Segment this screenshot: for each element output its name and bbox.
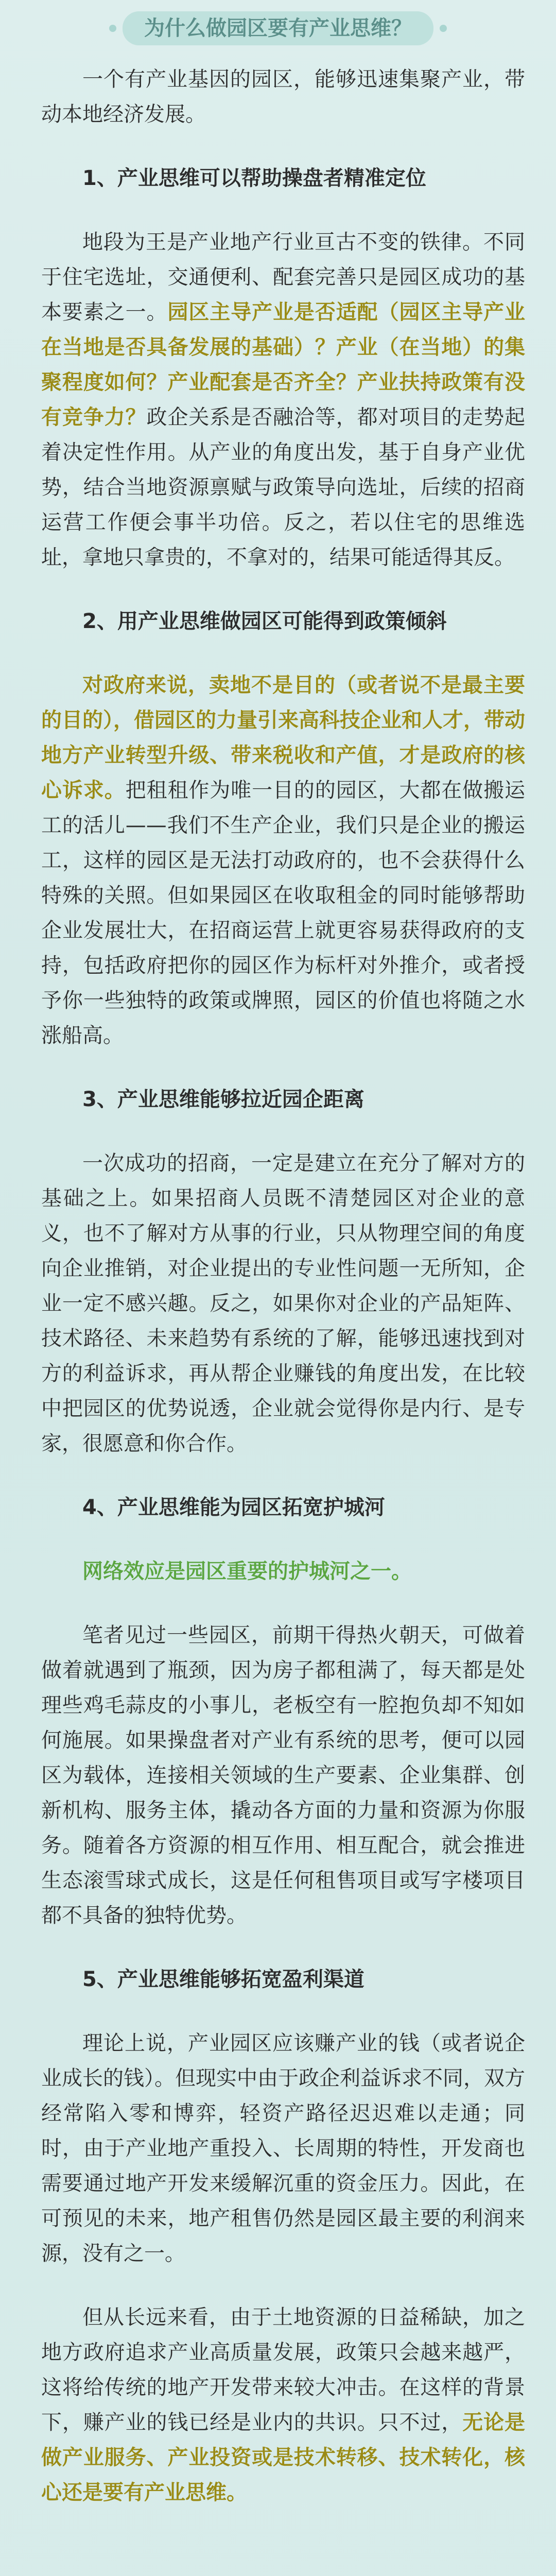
section-5-heading: 5、产业思维能够拓宽盈利渠道	[82, 1968, 364, 1991]
article-title: 为什么做园区要有产业思维？	[123, 11, 433, 45]
section-5-text: 但从长远来看，由于土地资源的日益稀缺，加之地方政府追求产业高质量发展，政策只会越来越严，这将给传统的地产开发带来较大冲击。在这样的背景下，赚产业的钱已经是业内的共识。只不过，	[41, 2306, 525, 2434]
section-4-highlight: 网络效应是园区重要的护城河之一。	[82, 1560, 412, 1583]
section-3-heading: 3、产业思维能够拉近园企距离	[82, 1088, 364, 1111]
section-5-paragraph-1: 理论上说，产业园区应该赚产业的钱（或者说企业成长的钱）。但现实中由于政企利益诉求不同，双方经常陷入零和博弈，轻资产路径迟迟难以走通；同时，由于产业地产重投入、长周期的特性，开发商也需要通过地产开发来缓解沉重的资金压力。因此，在可预见的未来，地产租售仍然是园区最主要的利润来源，没有之一。	[41, 2031, 525, 2265]
title-banner	[0, 11, 556, 45]
section-2-paragraph	[41, 668, 525, 1053]
section-4-paragraph: 笔者见过一些园区，前期干得热火朝天，可做着做着就遇到了瓶颈，因为房子都租满了，每天都是处理些鸡毛蒜皮的小事儿，老板空有一腔抱负却不知如何施展。如果操盘者对产业有系统的思考，便可以园区为载体，连接相关领域的生产要素、企业集群、创新机构、服务主体，撬动各方面的力量和资源为你服务。随着各方资源的相互作用、相互配合，就会推进生态滚雪球式成长，这是任何租售项目或写字楼项目都不具备的独特优势。	[41, 1623, 525, 1927]
intro-paragraph: 一个有产业基因的园区，能够迅速集聚产业，带动本地经济发展。	[41, 67, 525, 126]
section-5-paragraph-2	[41, 2300, 525, 2510]
section-1-paragraph	[41, 225, 525, 575]
section-1-text-b: 政企关系是否融洽等，都对项目的走势起着决定性作用。从产业的角度出发，基于自身产业优势，结合当地资源禀赋与政策导向选址，后续的招商运营工作便会事半功倍。反之，若以住宅的思维选址，拿地只拿贵的，不拿对的，结果可能适得其反。	[41, 405, 526, 569]
section-3-paragraph: 一次成功的招商，一定是建立在充分了解对方的基础之上。如果招商人员既不清楚园区对企业的意义，也不了解对方从事的行业，只从物理空间的角度向企业推销，对企业提出的专业性问题一无所知，企业一定不感兴趣。反之，如果你对企业的产品矩阵、技术路径、未来趋势有系统的了解，能够迅速找到对方的利益诉求，再从帮企业赚钱的角度出发，在比较中把园区的优势说透，企业就会觉得你是内行、是专家，很愿意和你合作。	[41, 1151, 525, 1455]
section-1-heading: 1、产业思维可以帮助操盘者精准定位	[82, 166, 426, 190]
section-4-heading: 4、产业思维能为园区拓宽护城河	[82, 1496, 385, 1519]
section-2-highlight: 对政府来说，卖地不是目的（或者说不是最主要的目的），借园区的力量引来高科技企业和人才，带动地方产业转型升级、带来税收和产值，才是政府的核心诉求。	[41, 673, 525, 802]
section-2-text: 把租租作为唯一目的的园区，大都在做搬运工的活儿——我们不生产企业，我们只是企业的搬运工，这样的园区是无法打动政府的，也不会获得什么特殊的关照。但如果园区在收取租金的同时能够帮助企业发展壮大，在招商运营上就更容易获得政府的支持，包括政府把你的园区作为标杆对外推介，或者授予你一些独特的政策或牌照，园区的价值也将随之水涨船高。	[41, 778, 526, 1047]
section-5-highlight: 无论是做产业服务、产业投资或是技术转移、技术转化，核心还是要有产业思维。	[41, 2411, 526, 2504]
article-body	[41, 62, 525, 2539]
section-1-highlight: 园区主导产业是否适配（园区主导产业在当地是否具备发展的基础）？产业（在当地）的集聚程度如何？产业配套是否齐全？产业扶持政策有没有竞争力？	[41, 300, 526, 429]
section-2-heading: 2、用产业思维做园区可能得到政策倾斜	[82, 609, 447, 633]
section-1-text-a: 地段为王是产业地产行业亘古不变的铁律。不同于住宅选址，交通便利、配套完善只是园区成功的基本要素之一。	[41, 230, 525, 324]
section-4-highlight-paragraph	[41, 1554, 525, 1589]
